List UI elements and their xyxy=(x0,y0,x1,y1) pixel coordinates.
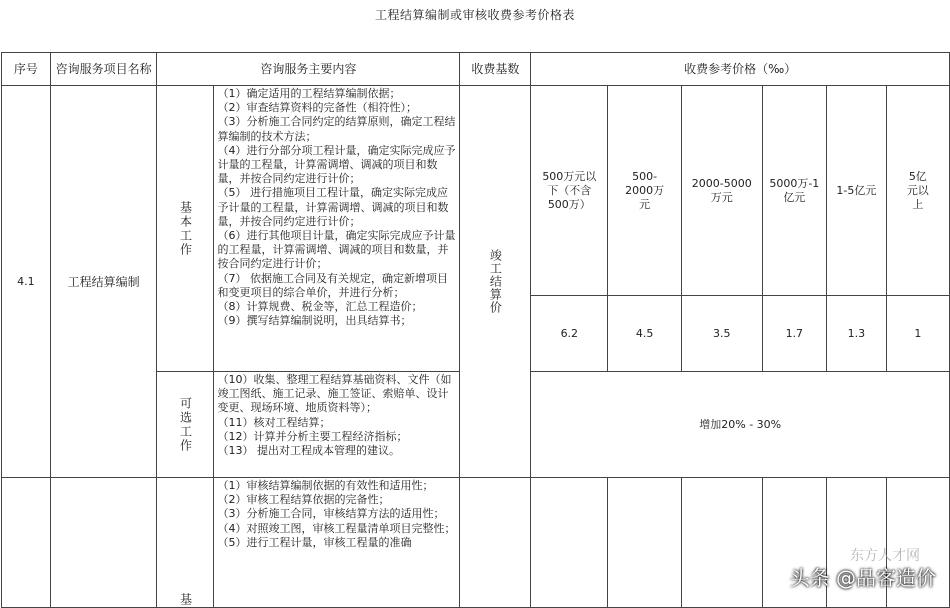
list-item: （2）审查结算资料的完备性（相符性）； xyxy=(217,101,417,115)
basic-work-text: 基 xyxy=(178,593,193,607)
tier-cell: 500万元以下（不含500万） xyxy=(531,86,608,296)
base-cell xyxy=(460,86,531,478)
list-item: （6）进行其他项目计量，确定实际完成应予计量的工程量，计算需调增、调减的项目和数量，并按合同约定进行计价； xyxy=(217,229,456,271)
basic-work-label xyxy=(157,478,214,608)
rate-cell: 4.5 xyxy=(608,296,682,372)
basic-work-label xyxy=(157,86,214,372)
tier-cell xyxy=(531,478,608,608)
table-row xyxy=(2,86,950,296)
list-item: （3）分析施工合同，审核结算方法的适用性； xyxy=(217,507,445,521)
row-seq xyxy=(2,478,51,608)
list-item: （11）核对工程结算； xyxy=(217,415,331,429)
row-item-name: 工程结算编制 xyxy=(50,86,157,478)
optional-work-label xyxy=(157,372,214,478)
optional-work-content xyxy=(214,372,460,478)
tier-cell: 2000-5000万元 xyxy=(681,86,762,296)
tier-cell: 5000万-1亿元 xyxy=(762,86,827,296)
list-item: （1）审核结算编制依据的有效性和适用性； xyxy=(217,479,434,492)
list-item: （1）确定适用的工程结算编制依据； xyxy=(217,87,401,100)
tier-cell xyxy=(681,478,762,608)
header-content: 咨询服务主要内容 xyxy=(157,53,460,86)
tier-cell: 5亿元以上 xyxy=(886,86,949,296)
watermark-faint: 东方人才网 xyxy=(850,548,920,564)
base-cell xyxy=(460,478,531,608)
rate-cell: 1.7 xyxy=(762,296,827,372)
header-seq: 序号 xyxy=(2,53,51,86)
list-item: （9）撰写结算编制说明，出具结算书； xyxy=(217,314,412,328)
list-item: （3）分析施工合同约定的结算原则，确定工程结算编制的技术方法； xyxy=(217,115,456,143)
list-item: （7） 依据施工合同及有关规定，确定新增项目和变更项目的综合单价，并进行分析； xyxy=(217,271,448,299)
watermark: 头条 @品客造价 xyxy=(789,566,936,590)
tier-cell: 1-5亿元 xyxy=(827,86,887,296)
header-item-name: 咨询服务项目名称 xyxy=(50,53,157,86)
basic-work-text: 基本工作 xyxy=(178,200,193,257)
list-item: （5）进行工程计量，审核工程量的准确 xyxy=(217,535,412,549)
optional-work-text: 可选工作 xyxy=(178,396,193,453)
list-item: （12）计算并分析主要工程经济指标； xyxy=(217,429,408,443)
header-base: 收费基数 xyxy=(460,53,531,86)
list-item: （10）收集、整理工程结算基础资料、文件（如竣工图纸、施工记录、施工签证、索赔单、设计变更、现场环境、地质资料等）； xyxy=(217,373,452,415)
rate-cell: 1 xyxy=(886,296,949,372)
rate-cell: 1.3 xyxy=(827,296,887,372)
list-item: （13） 提出对工程成本管理的建议。 xyxy=(217,444,400,458)
basic-work-content xyxy=(214,86,460,372)
row-item-name xyxy=(50,478,157,608)
list-item: （5） 进行措施项目工程计量，确定实际完成应予计量的工程量，计算需调增、调减的项目和数量，并按合同约定进行计价； xyxy=(217,186,449,228)
tier-cell xyxy=(608,478,682,608)
list-item: （8）计算规费、税金等，汇总工程造价； xyxy=(217,300,423,314)
list-item: （4）进行分部分项工程计量，确定实际完成应予计量的工程量，计算需调增、调减的项目和数量，并按合同约定进行计价； xyxy=(217,143,456,186)
page-title: 工程结算编制或审核收费参考价格表 xyxy=(374,8,575,22)
list-item: （4）对照竣工图，审核工程量清单项目完整性； xyxy=(217,521,456,535)
rate-cell: 3.5 xyxy=(681,296,762,372)
row-seq: 4.1 xyxy=(2,86,51,478)
list-item: （2）审核工程结算依据的完备性； xyxy=(217,493,390,507)
audit-basic-content xyxy=(214,478,460,608)
header-price: 收费参考价格（‰） xyxy=(531,53,950,86)
header-row xyxy=(2,53,950,86)
fee-table xyxy=(1,52,950,608)
tier-cell: 500-2000万元 xyxy=(608,86,682,296)
optional-rate: 增加20% - 30% xyxy=(531,372,950,478)
base-text: 竣工结算价 xyxy=(488,249,503,314)
rate-cell: 6.2 xyxy=(531,296,608,372)
